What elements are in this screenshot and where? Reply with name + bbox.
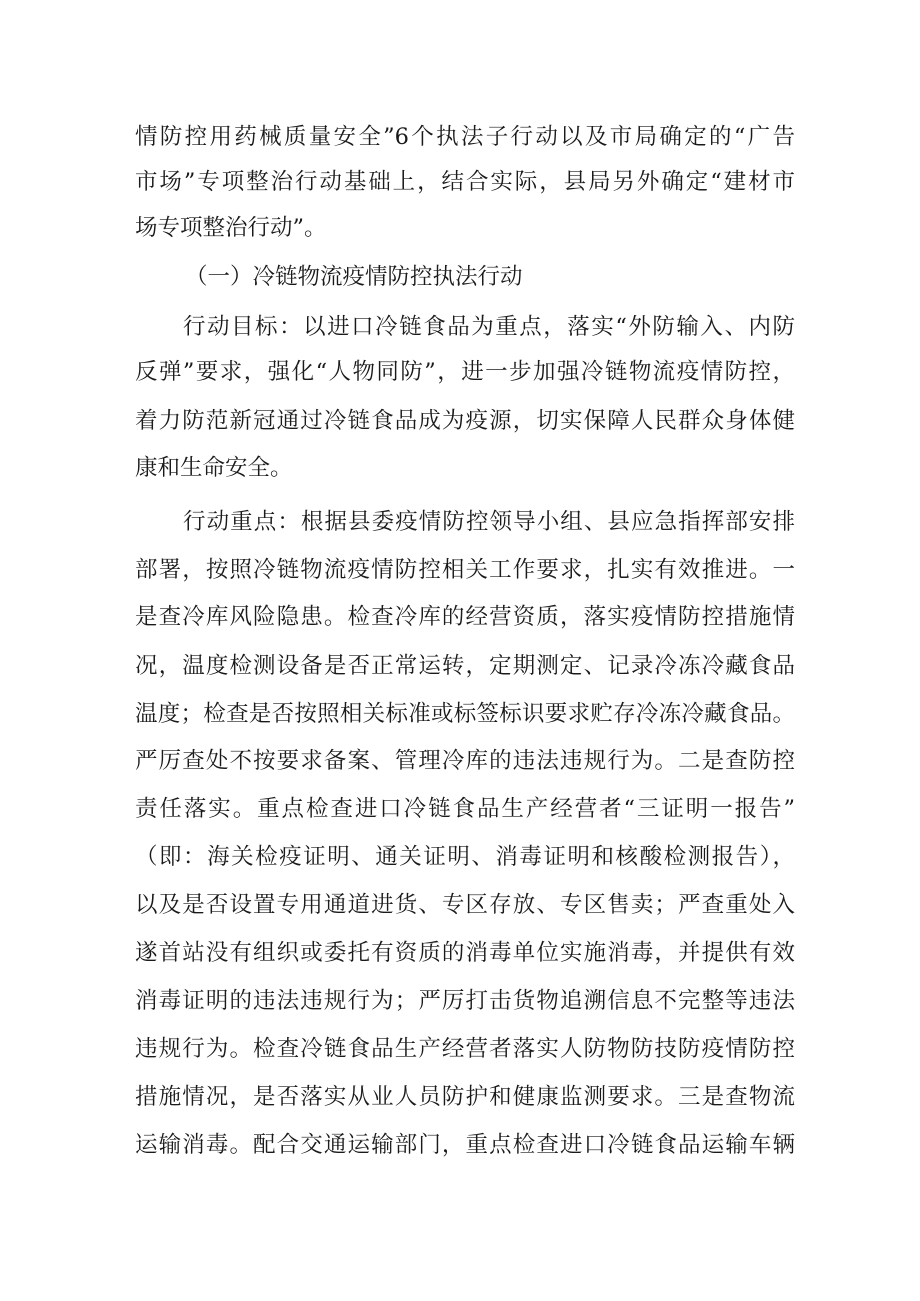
paragraph-line: 市场”专项整治行动基础上，结合实际，县局另外确定“建材市	[135, 169, 795, 195]
section-heading: （一）冷链物流疫情防控执法行动	[185, 264, 523, 290]
paragraph-line: 部署，按照冷链物流疫情防控相关工作要求，扎实有效推进。一	[135, 557, 795, 583]
paragraph-line: （即：海关检疫证明、通关证明、消毒证明和核酸检测报告），	[135, 844, 795, 870]
paragraph-line: 情防控用药械质量安全”6个执法子行动以及市局确定的“广告	[135, 124, 795, 150]
paragraph-line: 措施情况，是否落实从业人员防护和健康监测要求。三是查物流	[135, 1084, 795, 1110]
paragraph-line: 责任落实。重点检查进口冷链食品生产经营者“三证明一报告”	[135, 796, 795, 822]
paragraph-line: 着力防范新冠通过冷链食品成为疫源，切实保障人民群众身体健	[135, 408, 795, 434]
paragraph-line: 消毒证明的违法违规行为；严厉打击货物追溯信息不完整等违法	[135, 988, 795, 1014]
paragraph-line: 况，温度检测设备是否正常运转，定期测定、记录冷冻冷藏食品	[135, 653, 795, 679]
paragraph-line: 运输消毒。配合交通运输部门，重点检查进口冷链食品运输车辆	[135, 1132, 795, 1158]
paragraph-line: 温度；检查是否按照相关标准或标签标识要求贮存冷冻冷藏食品。	[135, 701, 795, 727]
paragraph-line: 遂首站没有组织或委托有资质的消毒单位实施消毒，并提供有效	[135, 940, 795, 966]
paragraph-line: 以及是否设置专用通道进货、专区存放、专区售卖；严查重处入	[135, 892, 795, 918]
paragraph-line: 场专项整治行动”。	[135, 215, 327, 241]
paragraph-line: 行动重点：根据县委疫情防控领导小组、县应急指挥部安排	[183, 509, 795, 535]
paragraph-line: 违规行为。检查冷链食品生产经营者落实人防物防技防疫情防控	[135, 1036, 795, 1062]
paragraph-line: 是查冷库风险隐患。检查冷库的经营资质，落实疫情防控措施情	[135, 604, 795, 630]
paragraph-line: 行动目标：以进口冷链食品为重点，落实“外防输入、内防	[183, 314, 795, 340]
paragraph-line: 康和生命安全。	[135, 455, 293, 481]
paragraph-line: 严厉查处不按要求备案、管理冷库的违法违规行为。二是查防控	[135, 748, 795, 774]
paragraph-line: 反弹”要求，强化“人物同防”，进一步加强冷链物流疫情防控，	[135, 359, 795, 385]
